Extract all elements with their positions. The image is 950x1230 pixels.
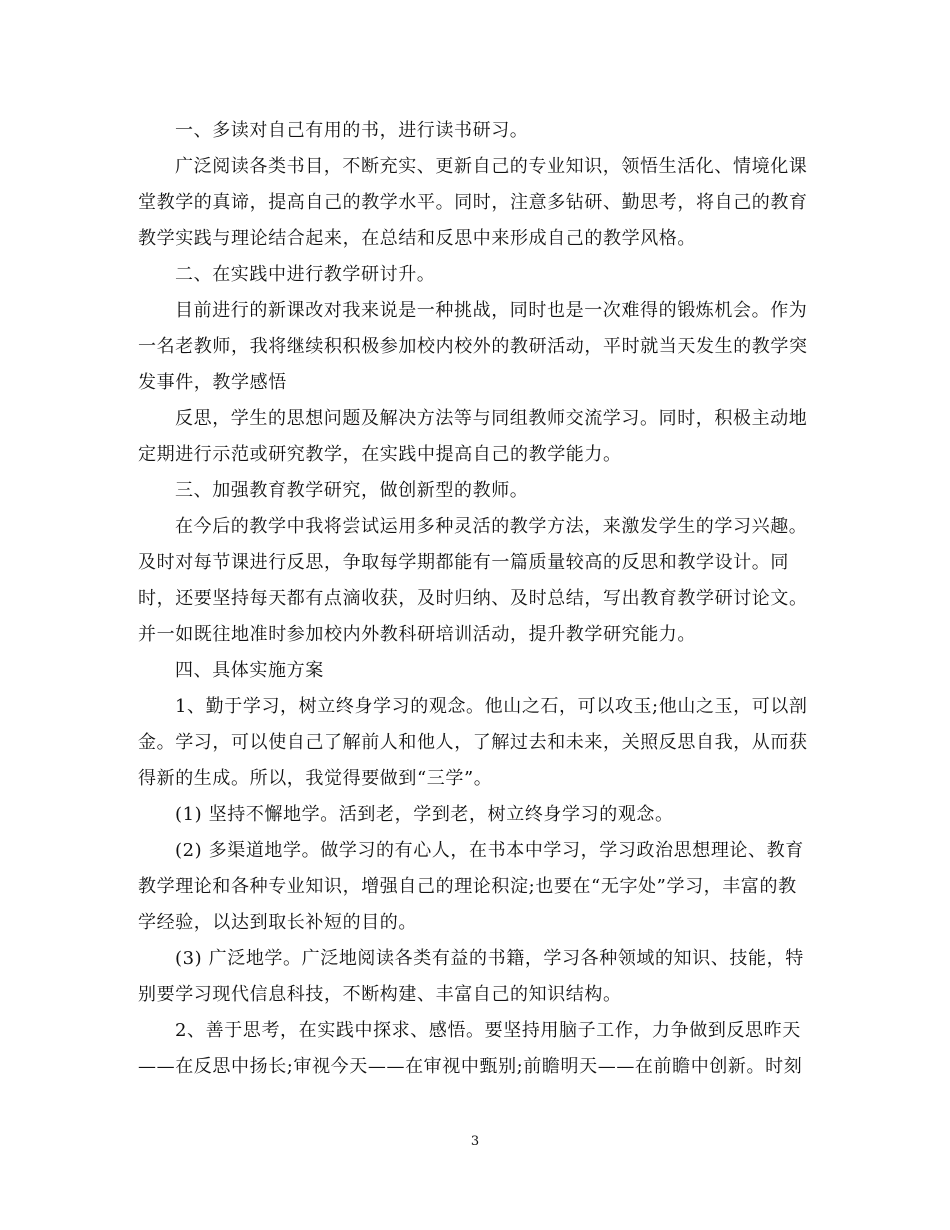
text-line: 得新的生成。所以，我觉得要做到“三学”。 <box>138 768 493 789</box>
text-line: 目前进行的新课改对我来说是一种挑战，同时也是一次难得的锻炼机会。作为 <box>175 300 808 321</box>
text-line: 定期进行示范或研究教学，在实践中提高自己的教学能力。 <box>138 444 622 465</box>
page-number: 3 <box>470 1134 480 1149</box>
text-line: 一、多读对自己有用的书，进行读书研习。 <box>175 120 529 141</box>
text-line: (3) 广泛地学。广泛地阅读各类有益的书籍，学习各种领域的知识、技能，特 <box>175 948 804 969</box>
text-line: 堂教学的真谛，提高自己的教学水平。同时，注意多钻研、勤思考，将自己的教育 <box>138 192 808 213</box>
text-line: 教学理论和各种专业知识，增强自己的理论积淀;也要在“无字处”学习，丰富的教 <box>138 876 797 897</box>
text-line: (1) 坚持不懈地学。活到老，学到老，树立终身学习的观念。 <box>175 804 674 825</box>
text-line: 学经验，以达到取长补短的目的。 <box>138 912 417 933</box>
text-line: 广泛阅读各类书目，不断充实、更新自己的专业知识，领悟生活化、情境化课 <box>175 156 808 177</box>
text-line: 教学实践与理论结合起来，在总结和反思中来形成自己的教学风格。 <box>138 228 696 249</box>
text-line: 1、勤于学习，树立终身学习的观念。他山之石，可以攻玉;他山之玉，可以剖 <box>175 696 808 717</box>
text-line: 别要学习现代信息科技，不断构建、丰富自己的知识结构。 <box>138 984 622 1005</box>
text-line: 2、善于思考，在实践中探求、感悟。要坚持用脑子工作，力争做到反思昨天 <box>175 1020 801 1041</box>
text-line: 二、在实践中进行教学研讨升。 <box>175 264 436 285</box>
text-line: (2) 多渠道地学。做学习的有心人，在书本中学习，学习政治思想理论、教育 <box>175 840 804 861</box>
text-line: 时，还要坚持每天都有点滴收获，及时归纳、及时总结，写出教育教学研讨论文。 <box>138 588 808 609</box>
text-line: 发事件，教学感悟 <box>138 372 287 393</box>
text-line: 金。学习，可以使自己了解前人和他人，了解过去和未来，关照反思自我，从而获 <box>138 732 808 753</box>
text-line: 三、加强教育教学研究，做创新型的教师。 <box>175 480 529 501</box>
text-line: 在今后的教学中我将尝试运用多种灵活的教学方法，来激发学生的学习兴趣。 <box>175 516 808 537</box>
text-line: 一名老教师，我将继续积积极参加校内校外的教研活动，平时就当天发生的教学突 <box>138 336 808 357</box>
text-line: 反思，学生的思想问题及解决方法等与同组教师交流学习。同时，积极主动地 <box>175 408 808 429</box>
text-line: ——在反思中扬长;审视今天——在审视中甄别;前瞻明天——在前瞻中创新。时刻 <box>138 1056 803 1077</box>
text-line: 并一如既往地准时参加校内外教科研培训活动，提升教学研究能力。 <box>138 624 696 645</box>
text-line: 四、具体实施方案 <box>175 660 324 681</box>
text-line: 及时对每节课进行反思，争取每学期都能有一篇质量较高的反思和教学设计。同 <box>138 552 789 573</box>
